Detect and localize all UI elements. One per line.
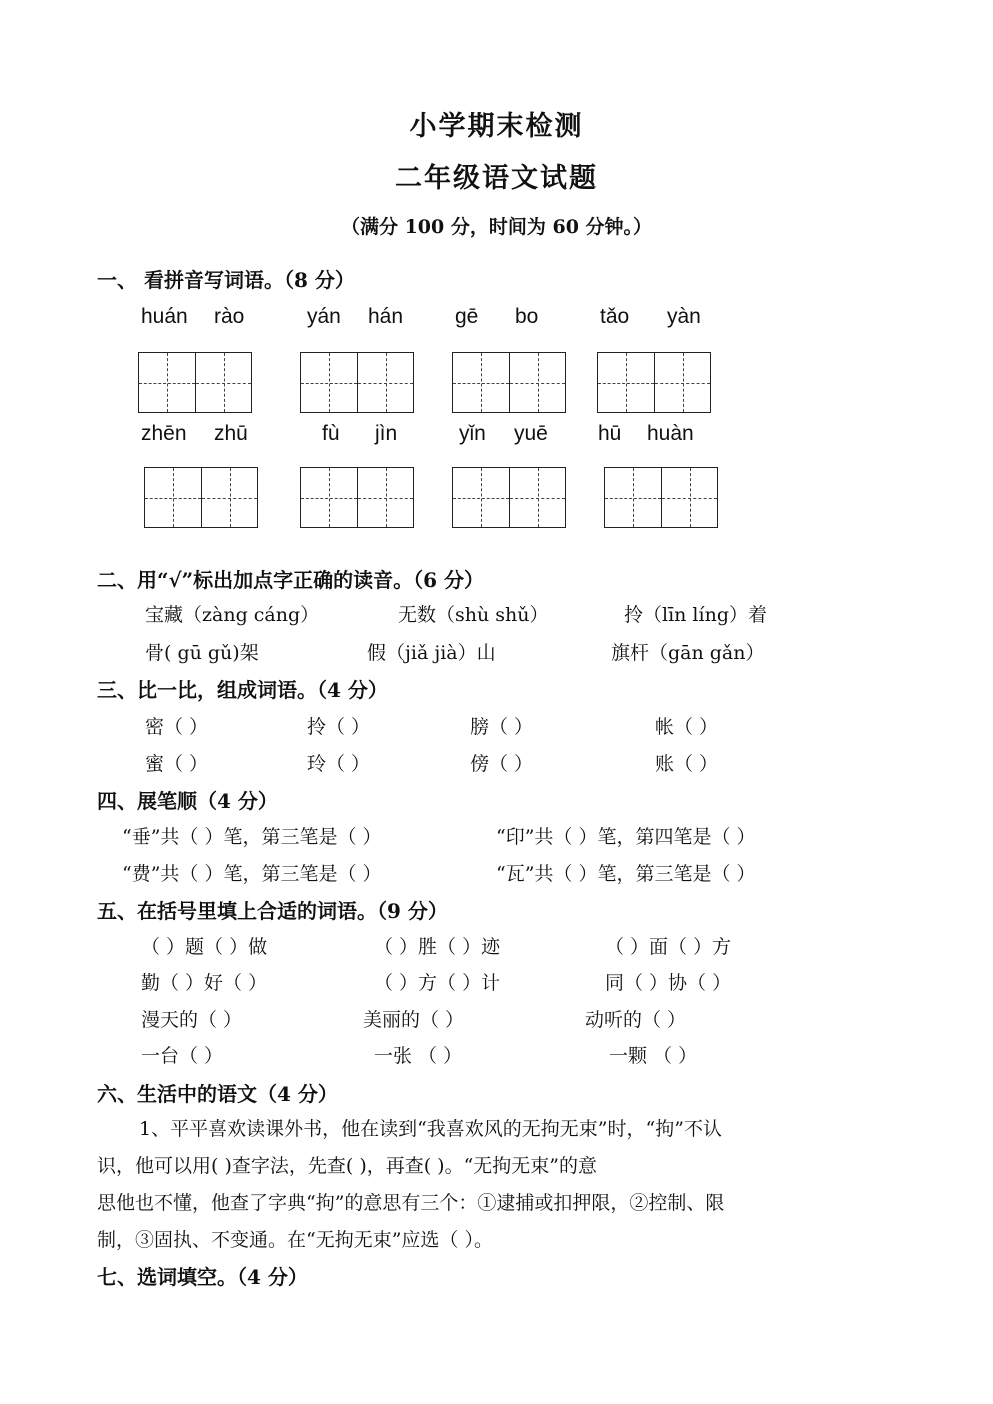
- paragraph-line: 1、平平喜欢读课外书，他在读到“我喜欢风的无拘无束”时，“拘”不认: [139, 1118, 722, 1140]
- exam-note: （满分 100 分，时间为 60 分钟。）: [340, 216, 653, 238]
- paragraph-line: 思他也不懂，他查了字典“拘”的意思有三个：①逮捕或扣押限，②控制、限: [97, 1192, 725, 1214]
- section-3-heading: 三、比一比，组成词语。（4 分）: [97, 678, 388, 702]
- stroke-item[interactable]: “印”共（ ）笔，第四笔是（ ）: [496, 826, 756, 848]
- fill-item[interactable]: 一颗 （ ）: [609, 1045, 698, 1067]
- fill-item[interactable]: （ ）胜（ ）迹: [374, 936, 501, 958]
- word-item[interactable]: 拎（ ）: [307, 716, 371, 738]
- section-4-heading: 四、展笔顺（4 分）: [97, 789, 278, 813]
- word-item[interactable]: 玲（ ）: [307, 753, 371, 775]
- word-item[interactable]: 帐（ ）: [655, 716, 719, 738]
- section-7-heading: 七、选词填空。（4 分）: [97, 1265, 308, 1289]
- fill-item[interactable]: （ ）面（ ）方: [605, 936, 732, 958]
- reading-item[interactable]: 拎（līn líng）着: [624, 604, 767, 626]
- writing-grid[interactable]: [300, 467, 414, 528]
- writing-grid[interactable]: [300, 352, 414, 413]
- fill-item[interactable]: 动听的（ ）: [585, 1009, 687, 1031]
- reading-item[interactable]: 假（jiǎ jià）山: [367, 642, 496, 664]
- fill-item[interactable]: 一张 （ ）: [374, 1045, 463, 1067]
- section-6-heading: 六、生活中的语文（4 分）: [97, 1082, 338, 1106]
- writing-grid[interactable]: [138, 352, 252, 413]
- reading-item[interactable]: 旗杆（gān gǎn）: [611, 642, 765, 664]
- stroke-item[interactable]: “瓦”共（ ）笔，第三笔是（ ）: [496, 863, 756, 885]
- paragraph-line: 识，他可以用( )查字法，先查( )，再查( )。“无拘无束”的意: [97, 1155, 598, 1177]
- pinyin: hán: [368, 305, 404, 328]
- pinyin: yàn: [667, 305, 701, 328]
- pinyin: tǎo: [600, 305, 630, 328]
- fill-item[interactable]: 美丽的（ ）: [363, 1009, 465, 1031]
- fill-item[interactable]: （ ）方（ ）计: [374, 972, 501, 994]
- exam-subtitle: 二年级语文试题: [395, 163, 598, 194]
- pinyin: fù: [322, 422, 340, 445]
- reading-item[interactable]: 宝藏（zàng cáng）: [145, 604, 320, 626]
- pinyin: rào: [214, 305, 245, 328]
- writing-grid[interactable]: [604, 467, 718, 528]
- writing-grid[interactable]: [597, 352, 711, 413]
- fill-item[interactable]: 勤（ ）好（ ）: [141, 972, 268, 994]
- writing-grid[interactable]: [144, 467, 258, 528]
- fill-item[interactable]: 同（ ）协（ ）: [605, 972, 732, 994]
- pinyin: huán: [141, 305, 188, 328]
- word-item[interactable]: 膀（ ）: [470, 716, 534, 738]
- reading-item[interactable]: 无数（shù shǔ）: [398, 604, 549, 626]
- writing-grid[interactable]: [452, 352, 566, 413]
- word-item[interactable]: 密（ ）: [145, 716, 209, 738]
- section-5-heading: 五、在括号里填上合适的词语。（9 分）: [97, 899, 448, 923]
- exam-title: 小学期末检测: [409, 111, 584, 142]
- fill-item[interactable]: （ ）题（ ）做: [141, 936, 268, 958]
- fill-item[interactable]: 漫天的（ ）: [141, 1009, 243, 1031]
- section-1-heading: 一、 看拼音写词语。（8 分）: [97, 268, 355, 292]
- writing-grid[interactable]: [452, 467, 566, 528]
- pinyin: gē: [455, 305, 479, 328]
- pinyin: yǐn: [459, 422, 486, 445]
- word-item[interactable]: 蜜（ ）: [145, 753, 209, 775]
- word-item[interactable]: 傍（ ）: [470, 753, 534, 775]
- pinyin: huàn: [647, 422, 694, 445]
- word-item[interactable]: 账（ ）: [655, 753, 719, 775]
- fill-item[interactable]: 一台（ ）: [141, 1045, 224, 1067]
- pinyin: zhū: [214, 422, 248, 445]
- pinyin: zhēn: [141, 422, 187, 445]
- pinyin: yuē: [514, 422, 548, 445]
- reading-item[interactable]: 骨( gū gǔ)架: [145, 642, 259, 664]
- stroke-item[interactable]: “垂”共（ ）笔，第三笔是（ ）: [122, 826, 382, 848]
- pinyin: yán: [307, 305, 341, 328]
- section-2-heading: 二、用“√”标出加点字正确的读音。（6 分）: [97, 568, 485, 592]
- pinyin: jìn: [375, 422, 398, 445]
- paragraph-line: 制，③固执、不变通。在“无拘无束”应选（ ）。: [97, 1229, 493, 1251]
- pinyin: hū: [598, 422, 622, 445]
- stroke-item[interactable]: “费”共（ ）笔，第三笔是（ ）: [122, 863, 382, 885]
- pinyin: bo: [515, 305, 539, 328]
